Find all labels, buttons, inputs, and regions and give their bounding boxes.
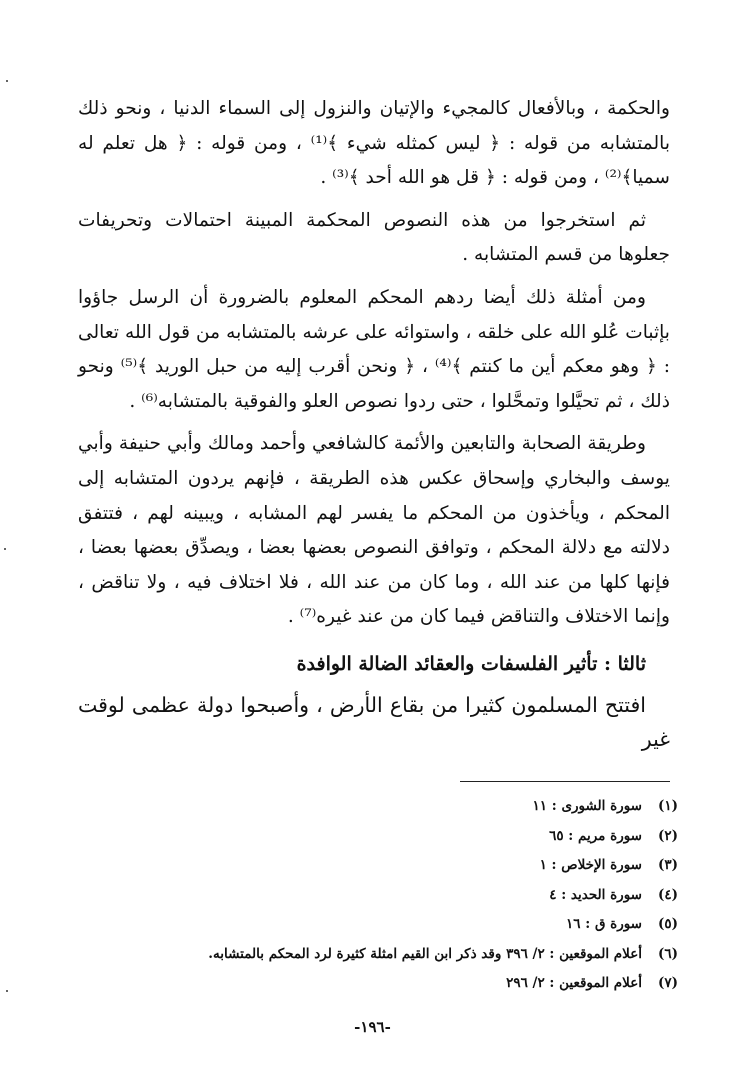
section-heading: ثالثا : تأثير الفلسفات والعقائد الضالة الوافدة xyxy=(296,652,646,675)
footnote-text: سورة الإخلاص : ١ xyxy=(539,857,642,873)
footnote-item xyxy=(78,881,678,911)
main-text-block xyxy=(78,92,670,757)
footnote-item xyxy=(78,910,678,940)
scan-speck xyxy=(4,548,6,550)
footnote-number: (١) xyxy=(657,798,678,814)
footnote-item xyxy=(78,851,678,881)
footnote-number: (٢) xyxy=(657,827,678,844)
footnote-number: (٧) xyxy=(657,975,678,991)
footnote-number: (٤) xyxy=(657,886,678,903)
paragraph-1: والحكمة ، وبالأفعال كالمجيء والإتيان والنزول إلى السماء الدنيا ، ونحو ذلك بالمتشابه من قوله : ﴿ ليس كمثله شيء ﴾⁽¹⁾ ، ومن قوله : ﴿ هل تعلم له سميا﴾⁽²⁾ ، ومن قوله : ﴿ قل هو الله أحد ﴾⁽³⁾ . xyxy=(78,98,670,189)
footnote-item xyxy=(78,822,678,852)
scan-speck xyxy=(6,990,8,992)
page-number: -١٩٦- xyxy=(354,1018,391,1036)
footnotes-list xyxy=(78,792,678,999)
footnote-text: سورة الشورى : ١١ xyxy=(532,798,642,814)
footnote-text: أعلام الموقعين : ٢/ ٣٩٦ وقد ذكر ابن القيم امثلة كثيرة لرد المحكم بالمتشابه. xyxy=(208,945,642,962)
footnote-number: (٥) xyxy=(657,916,678,932)
footnote-item xyxy=(78,969,678,999)
footnote-number: (٦) xyxy=(657,945,678,962)
footnote-item xyxy=(78,792,678,822)
footnote-number: (٣) xyxy=(657,857,678,873)
lead-paragraph: افتتح المسلمون كثيرا من بقاع الأرض ، وأصبحوا دولة عظمى لوقت غير xyxy=(78,692,670,752)
footnote-separator xyxy=(460,781,670,782)
footnote-text: سورة الحديد : ٤ xyxy=(549,886,642,903)
paragraph-2: ثم استخرجوا من هذه النصوص المحكمة المبينة احتمالات وتحريفات جعلوها من قسم المتشابه . xyxy=(78,209,670,266)
footnote-text: سورة ق : ١٦ xyxy=(566,916,642,932)
footnote-text: أعلام الموقعين : ٢/ ٢٩٦ xyxy=(506,975,642,991)
footnote-text: سورة مريم : ٦٥ xyxy=(549,827,642,844)
paragraph-3: ومن أمثلة ذلك أيضا ردهم المحكم المعلوم بالضرورة أن الرسل جاؤوا بإثبات عُلو الله على خلقه ، واستوائه على عرشه بالمتشابه من قول الله تعالى : ﴿ وهو معكم أين ما كنتم ﴾⁽⁴⁾ ، ﴿ ونحن أقرب إليه من حبل الوريد ﴾⁽⁵⁾ ونحو ذلك ، ثم تحيَّلوا وتمحَّلوا ، حتى ردوا نصوص العلو والفوقية بالمتشابه⁽⁶⁾ . xyxy=(78,286,670,412)
paragraph-4: وطريقة الصحابة والتابعين والأئمة كالشافعي وأحمد ومالك وأبي حنيفة وأبي يوسف والبخاري وإسحاق عكس هذه الطريقة ، فإنهم يردون المتشابه إلى المحكم ، ويأخذون من المحكم ما يفسر لهم المشابه ، ويبينه لهم ، فتتفق دلالته مع دلالة المحكم ، وتوافق النصوص بعضها بعضا ، ويصدِّق بعضها بعضا ، فإنها كلها من عند الله ، وما كان من عند الله ، فلا اختلاف فيه ، ولا تناقض ، وإنما الاختلاف والتناقض فيما كان من عند غيره⁽⁷⁾ . xyxy=(78,433,670,628)
scan-speck xyxy=(6,80,8,82)
footnote-item xyxy=(78,940,678,970)
